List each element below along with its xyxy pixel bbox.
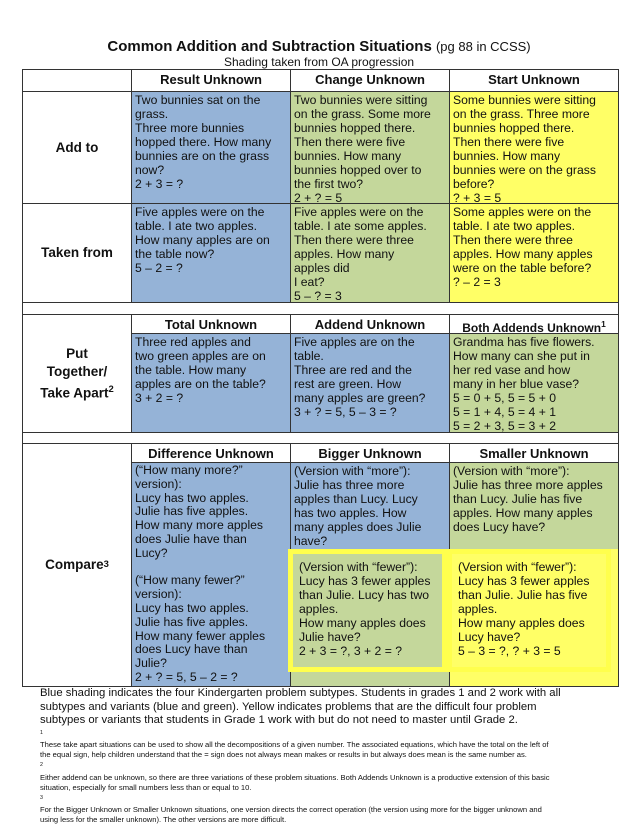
footnote-3-text [40, 805, 610, 825]
text-line: Two bunnies were sitting [294, 93, 428, 107]
text-line: apples did [294, 261, 350, 275]
footnote-2-number: 2 [40, 762, 43, 769]
cell-add-to-start-unknown [449, 91, 619, 204]
text-line: bunnies. How many [453, 149, 561, 163]
text-line: the equal sign, help children understand that the = sign does not always mean makes or results in but always does mean is the same number as. [40, 750, 527, 760]
row-label-compare [22, 443, 132, 687]
put-together-label-sup: 2 [108, 383, 114, 395]
text-line: How many apples are on [135, 233, 270, 247]
text-line: 2 + 3 = ? [135, 177, 184, 191]
text-line: apples. How many [294, 247, 395, 261]
text-line: bunnies. How many [294, 149, 402, 163]
text-line: bunnies were on the grass [453, 163, 596, 177]
text-line: How many fewer apples [135, 628, 266, 643]
text-line: many apples does Julie [294, 520, 422, 534]
header-total-unknown: Total Unknown [131, 314, 291, 334]
header-start-unknown: Start Unknown [449, 69, 619, 92]
text-line: hopped there. How many [135, 135, 272, 149]
cell-put-together-total-unknown [131, 333, 291, 433]
text-line: has two apples. How [294, 506, 407, 520]
text-line: apples. How many apples [453, 506, 593, 520]
put-together-label-line-2: Together/ [46, 363, 108, 379]
text-line: her red vase and how [453, 363, 571, 377]
text-line: Julie have? [299, 630, 361, 644]
text-line: Five apples are on the [294, 335, 415, 349]
text-line: Three more bunnies [135, 121, 245, 135]
text-line: Julie has five apples. [135, 614, 249, 629]
header-result-unknown: Result Unknown [131, 69, 291, 92]
text-line: the first two? [294, 177, 364, 191]
text-line: than Julie. Lucy has two [299, 588, 430, 602]
text-line: subtypes and variants (blue and green). Yellow indicates problems that are the difficult four problem [40, 700, 537, 713]
compare-label-sup: 3 [103, 559, 109, 570]
cell-compare-difference-unknown [131, 462, 291, 687]
text-line: These take apart situations can be used to show all the decompositions of a given number. The associated equations, which have the total on the left of [40, 740, 549, 750]
text-line: Lucy has two apples. [135, 600, 249, 615]
cell-add-to-result-unknown [131, 91, 291, 204]
text-line: Lucy has two apples. [135, 490, 249, 505]
text-line: Two bunnies sat on the [135, 93, 261, 107]
cell-add-to-change-unknown [290, 91, 450, 204]
text-line: on the grass. Three more [453, 107, 590, 121]
text-line: (Version with “more”): [453, 464, 570, 478]
cell-taken-from-start-unknown [449, 203, 619, 303]
text-line: table. I ate two apples. [135, 219, 257, 233]
text-line: 2 + 3 = ?, 3 + 2 = ? [299, 644, 402, 658]
text-line: version): [135, 476, 182, 491]
text-line: ? – 2 = 3 [453, 275, 501, 289]
header-both-addends-sup: 1 [601, 319, 606, 329]
text-line [135, 561, 287, 575]
title-main: Common Addition and Subtraction Situations [107, 38, 432, 55]
text-line: Some bunnies were sitting [453, 93, 596, 107]
text-line: Lucy have? [458, 630, 521, 644]
put-together-label-line-1: Put [66, 345, 88, 361]
text-line: (Version with “more”): [294, 464, 411, 478]
footnote-1-number: 1 [40, 729, 43, 736]
text-line: than Julie. Julie has five [458, 588, 588, 602]
cell-taken-from-change-unknown [290, 203, 450, 303]
text-line: Julie? [135, 656, 167, 671]
text-line: were on the table before? [453, 261, 592, 275]
smaller-unknown-more-version [453, 464, 615, 534]
cell-taken-from-result-unknown [131, 203, 291, 303]
footnote-3 [40, 793, 610, 826]
text-line: (“How many fewer?” [135, 573, 245, 588]
text-line: Then there were three [453, 233, 573, 247]
text-line: many in her blue vase? [453, 377, 580, 391]
text-line: 3 + ? = 5, 5 – 3 = ? [294, 405, 397, 419]
header-addend-unknown: Addend Unknown [290, 314, 450, 334]
text-line: ? + 3 = 5 [453, 191, 502, 204]
text-line: before? [453, 177, 495, 191]
text-line: the table now? [135, 247, 215, 261]
text-line: Either addend can be unknown, so there are three variations of these problem situations. Both Addends Unknown is a productive extension of this basic [40, 772, 550, 782]
text-line: does Julie have than [135, 531, 247, 546]
row-label-put-together [22, 314, 132, 433]
text-line: 5 = 1 + 4, 5 = 4 + 1 [453, 405, 556, 419]
text-line: does Lucy have than [135, 642, 248, 657]
text-line: apples are on the table? [135, 377, 266, 391]
text-line: For the Bigger Unknown or Smaller Unknown situations, one version directs the correct operation (the version using more for the bigger unknown and [40, 805, 542, 815]
title-suffix: (pg 88 in CCSS) [435, 39, 531, 54]
text-line: (Version with “fewer”): [458, 560, 577, 574]
text-line: Then there were five [294, 135, 406, 149]
text-line: table. [294, 349, 324, 363]
text-line: Five apples were on the [135, 205, 265, 219]
text-line: grass. [135, 107, 169, 121]
text-line: Then there were three [294, 233, 414, 247]
text-line: How many apples does [299, 616, 426, 630]
cell-put-together-addend-unknown [290, 333, 450, 433]
text-line: bunnies hopped over to [294, 163, 422, 177]
footnote-1 [40, 728, 610, 761]
put-together-label-line-3 [40, 381, 114, 403]
text-line: Julie has three more [294, 478, 405, 492]
text-line: Grandma has five flowers. [453, 335, 595, 349]
text-line: How many apples does [458, 616, 585, 630]
text-line: have? [294, 534, 328, 548]
highlight-smaller-fewer [447, 549, 611, 672]
text-line: Lucy has 3 fewer apples [299, 574, 431, 588]
footer-notes [40, 687, 610, 825]
text-line: 5 – 2 = ? [135, 261, 183, 275]
text-line: than Lucy. Julie has five [453, 492, 583, 506]
text-line: does Lucy have? [453, 520, 546, 534]
text-line: apples. [458, 602, 498, 616]
text-line: now? [135, 163, 165, 177]
text-line: apples. [299, 602, 339, 616]
footer-main [40, 687, 610, 728]
row-label-add-to: Add to [22, 91, 132, 204]
text-line: bunnies hopped there. [294, 121, 416, 135]
corner-cell [22, 69, 132, 92]
text-line: on the grass. Some more [294, 107, 431, 121]
text-line: many apples are green? [294, 391, 426, 405]
text-line: 5 – 3 = ?, ? + 3 = 5 [458, 644, 561, 658]
text-line: I eat? [294, 275, 325, 289]
text-line: How many more apples [135, 518, 264, 533]
header-both-addends-unknown [449, 314, 619, 334]
page-subtitle: Shading taken from OA progression [223, 55, 415, 69]
text-line: 5 = 0 + 5, 5 = 5 + 0 [453, 391, 556, 405]
text-line: version): [135, 587, 182, 602]
footnote-3-number: 3 [40, 794, 43, 801]
text-line: table. I ate some apples. [294, 219, 427, 233]
text-line: table. I ate two apples. [453, 219, 575, 233]
text-line: Lucy? [135, 545, 168, 560]
footnote-2 [40, 760, 610, 793]
text-line: apples than Lucy. Lucy [294, 492, 418, 506]
highlight-bigger-fewer [288, 549, 447, 672]
text-line: Three red apples and [135, 335, 251, 349]
text-line: Then there were five [453, 135, 565, 149]
text-line: 2 + ? = 5 [294, 191, 343, 204]
bigger-unknown-more-version [294, 464, 446, 548]
compare-label-text: Compare [45, 557, 104, 572]
text-line: (Version with “fewer”): [299, 560, 418, 574]
text-line: Julie has three more apples [453, 478, 603, 492]
text-line: situation, especially for small numbers less than or equal to 10. [40, 782, 252, 792]
text-line: 5 – ? = 3 [294, 289, 342, 303]
text-line: using less for the smaller unknown). The other versions are more difficult. [40, 815, 287, 825]
text-line: rest are green. How [294, 377, 402, 391]
text-line: Three are red and the [294, 363, 412, 377]
text-line: bunnies are on the grass [135, 149, 270, 163]
text-line: bunnies hopped there. [453, 121, 575, 135]
text-line: How many can she put in [453, 349, 590, 363]
put-together-label-text: Take Apart [40, 385, 109, 401]
text-line: apples. How many apples [453, 247, 593, 261]
header-bigger-unknown: Bigger Unknown [290, 443, 450, 463]
header-smaller-unknown: Smaller Unknown [449, 443, 619, 463]
text-line: (“How many more?” [135, 463, 243, 477]
header-difference-unknown: Difference Unknown [131, 443, 291, 463]
text-line: Five apples were on the [294, 205, 424, 219]
text-line: Some apples were on the [453, 205, 592, 219]
text-line: subtypes or variants that students in Grade 1 work with but do not need to master until Grade 2. [40, 714, 518, 726]
text-line: Blue shading indicates the four Kindergarten problem subtypes. Students in grades 1 and 2 work with all [40, 687, 561, 699]
page-title [0, 38, 638, 55]
footnote-2-text [40, 773, 610, 793]
situations-table [22, 69, 619, 687]
text-line: the table. How many [135, 363, 247, 377]
text-line: Lucy has 3 fewer apples [458, 574, 590, 588]
text-line: 3 + 2 = ? [135, 391, 184, 405]
text-line: 5 = 2 + 3, 5 = 3 + 2 [453, 419, 556, 433]
text-line: two green apples are on [135, 349, 266, 363]
cell-put-together-both-addends-unknown [449, 333, 619, 433]
text-line: 2 + ? = 5, 5 – 2 = ? [135, 669, 238, 684]
text-line: Julie has five apples. [135, 504, 249, 519]
row-label-taken-from: Taken from [22, 203, 132, 303]
header-change-unknown: Change Unknown [290, 69, 450, 92]
footnote-1-text [40, 740, 610, 760]
header-both-addends-text: Both Addends Unknown [462, 321, 602, 334]
